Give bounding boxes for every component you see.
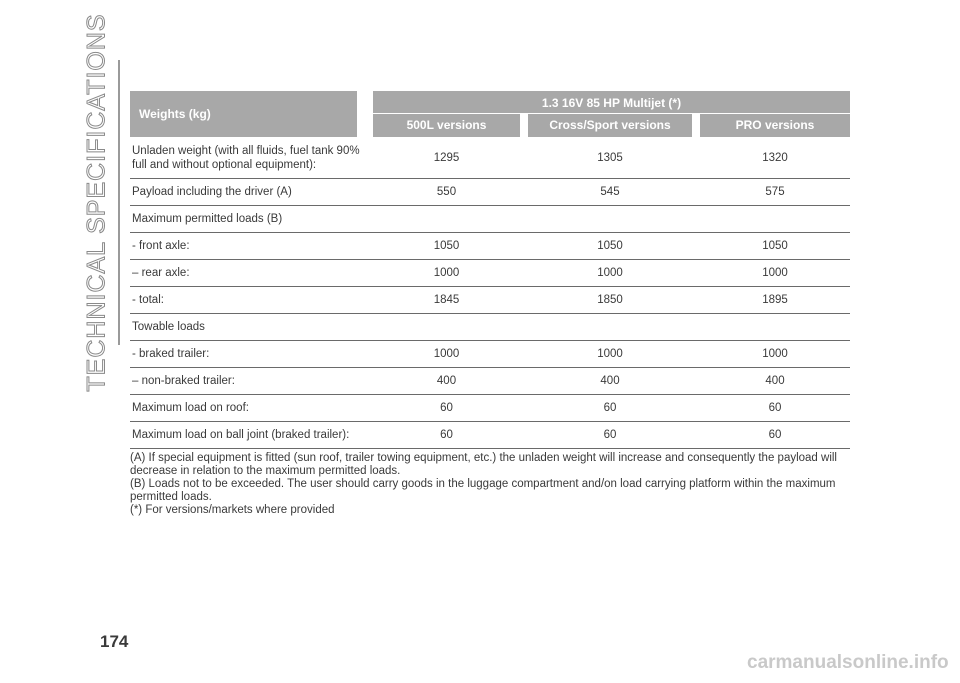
table-row xyxy=(130,341,850,368)
cell-value xyxy=(373,206,520,232)
note-asterisk: (*) For versions/markets where provided xyxy=(130,504,335,516)
section-divider xyxy=(118,60,120,345)
section-title-vertical xyxy=(82,13,112,392)
cell-value: 545 xyxy=(600,186,620,198)
cell-value: 1050 xyxy=(762,240,788,252)
row-label: Towable loads xyxy=(132,321,205,333)
cell-value: 550 xyxy=(436,186,457,198)
cell-value: 1050 xyxy=(433,240,460,252)
cell-value: 575 xyxy=(765,186,785,198)
cell-value: 1000 xyxy=(433,348,460,360)
row-label: - total: xyxy=(132,294,164,306)
row-label: Maximum load on ball joint (braked trailer): xyxy=(132,429,350,441)
watermark: carmanualsonline.info xyxy=(747,652,949,673)
cell-value: 1000 xyxy=(597,348,623,360)
table-row xyxy=(130,137,850,179)
table-notes xyxy=(130,452,850,517)
table-row xyxy=(130,206,850,233)
row-label: – non-braked trailer: xyxy=(132,375,235,387)
header-col-pro: PRO versions xyxy=(700,114,850,137)
cell-value: 1895 xyxy=(762,294,788,306)
row-label: - braked trailer: xyxy=(132,348,210,360)
row-label: Payload including the driver (A) xyxy=(132,186,292,198)
table-row xyxy=(130,260,850,287)
header-engine-cell: 1.3 16V 85 HP Multijet (*) xyxy=(373,91,850,114)
row-label: Maximum load on roof: xyxy=(132,402,249,414)
cell-value: 60 xyxy=(603,429,617,441)
cell-value: 1000 xyxy=(762,348,788,360)
cell-value: 60 xyxy=(768,402,782,414)
cell-value xyxy=(528,206,692,232)
cell-value: 400 xyxy=(436,375,457,387)
cell-value: 1000 xyxy=(597,267,623,279)
weights-table-section xyxy=(130,91,850,517)
cell-value: 1000 xyxy=(762,267,788,279)
cell-value: 60 xyxy=(440,429,453,441)
cell-value: 1000 xyxy=(433,267,460,279)
cell-value: 60 xyxy=(440,402,453,414)
section-title-text: TECHNICAL SPECIFICATIONS xyxy=(82,13,111,392)
header-weights-label: Weights (kg) xyxy=(139,107,211,121)
table-row xyxy=(130,314,850,341)
table-row xyxy=(130,395,850,422)
cell-value: 60 xyxy=(603,402,617,414)
header-weights-cell xyxy=(130,91,357,137)
note-b: (B) Loads not to be exceeded. The user should carry goods in the luggage compartment and/on load carrying platform within the maximum permitted loads. xyxy=(130,478,836,503)
cell-value: 1845 xyxy=(433,294,460,306)
cell-value: 1295 xyxy=(433,151,460,164)
cell-value: 400 xyxy=(600,375,620,387)
cell-value xyxy=(528,314,692,340)
row-label: Unladen weight (with all fluids, fuel tank 90% full and without optional equipment): xyxy=(132,144,360,171)
cell-value: 1320 xyxy=(762,151,788,164)
table-row xyxy=(130,179,850,206)
table-row xyxy=(130,287,850,314)
cell-value: 400 xyxy=(765,375,785,387)
table-header xyxy=(130,91,850,137)
cell-value xyxy=(700,206,850,232)
table-row xyxy=(130,233,850,260)
cell-value: 1050 xyxy=(597,240,623,252)
cell-value xyxy=(700,314,850,340)
row-label: - front axle: xyxy=(132,240,190,252)
row-label: – rear axle: xyxy=(132,267,190,279)
table-row xyxy=(130,368,850,395)
note-a: (A) If special equipment is fitted (sun roof, trailer towing equipment, etc.) the unladen weight will increase and consequently the payload will decrease in relation to the maximum permitted loads. xyxy=(130,452,837,477)
cell-value: 1850 xyxy=(597,294,623,306)
row-label: Maximum permitted loads (B) xyxy=(132,213,283,225)
table-row xyxy=(130,422,850,449)
cell-value xyxy=(373,314,520,340)
header-col-500l: 500L versions xyxy=(373,114,520,137)
page-number: 174 xyxy=(100,632,129,651)
header-col-cross-sport: Cross/Sport versions xyxy=(528,114,692,137)
cell-value: 60 xyxy=(768,429,782,441)
cell-value: 1305 xyxy=(597,151,623,164)
